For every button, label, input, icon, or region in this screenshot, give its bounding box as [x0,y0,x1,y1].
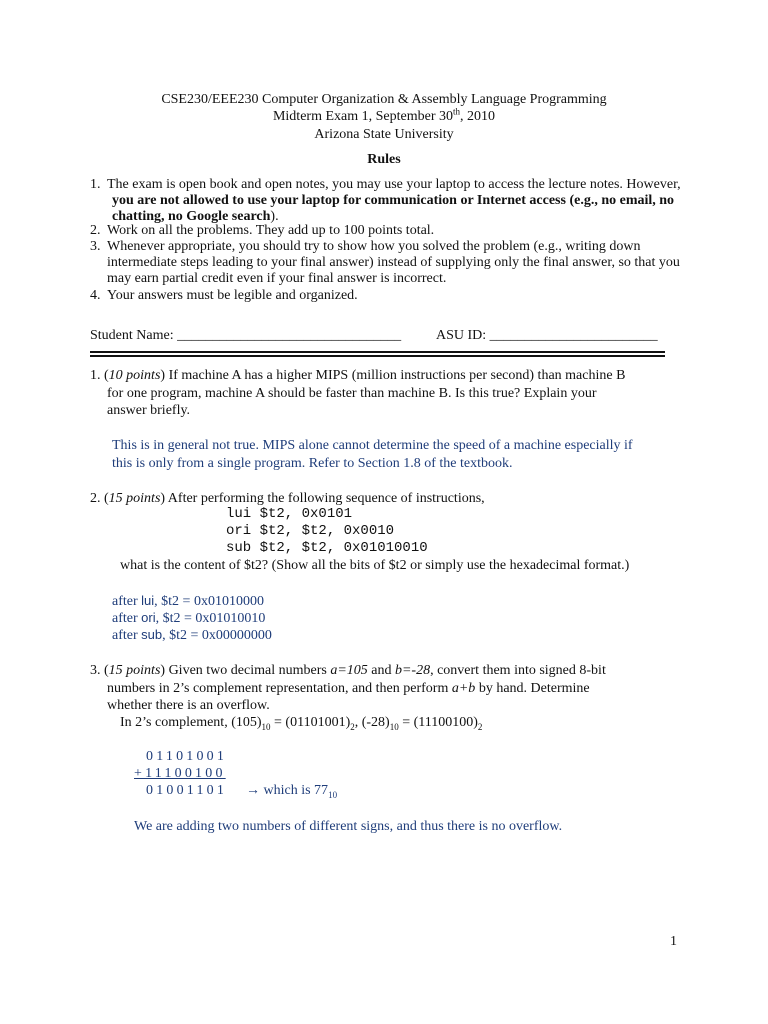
rule-2-text: Work on all the problems. They add up to 100 points total. [107,223,435,238]
q3-number: 3. ( [90,663,109,678]
rule-3-line-b: intermediate steps leading to your final answer) instead of supplying only the final answer, so that you [107,255,680,270]
q1-line-1 [90,367,625,384]
q2-answer-1 [112,592,264,610]
q3-conv-c: , (-28) [354,715,390,730]
exam-title [0,108,768,125]
q3-result-pre: → which is 77 [246,783,329,798]
q3-conclusion: We are adding two numbers of different signs, and thus there is no overflow. [134,819,563,834]
q1-answer-1: This is in general not true. MIPS alone cannot determine the speed of a machine especially if [112,438,633,453]
rule-1-line-b: you are not allowed to use your laptop for communication or Internet access (e.g., no email, no [112,193,675,208]
q3-text-2b: by hand. Determine [475,681,590,696]
q2-answer-1-pre: after [112,594,142,609]
q2-answer-1-post: , $t2 = 0x01010000 [154,594,264,609]
q2-answer-2-post: , $t2 = 0x01010010 [155,611,266,626]
rule-1-line-c-bold: chatting, no Google search [112,209,271,224]
q1-line-3: answer briefly. [107,403,191,418]
q3-sub-10b: 10 [389,721,399,732]
q1-number: 1. ( [90,368,109,383]
exam-title-pre: Midterm Exam 1, September 30 [272,109,453,124]
separator-bottom [90,355,665,357]
q2-answer-1-op: lui [141,593,155,608]
q3-conv-b: = (01101001) [270,715,351,730]
q2-answer-3-pre: after [112,628,142,643]
q2-answer-3-op: sub [141,627,163,642]
student-name-field: Student Name: ________________________________ [90,328,402,343]
q3-binary-operand-1: 01101001 [146,749,228,764]
q3-line-2 [107,680,590,697]
q3-points: 15 points [108,663,161,678]
rule-3-line-a: Whenever appropriate, you should try to show how you solved the problem (e.g., writing down [107,239,641,254]
asu-id-field: ASU ID: ________________________ [436,328,658,343]
separator-top [90,351,665,353]
q2-line-1 [90,490,485,507]
rule-3-number: 3. [90,239,101,254]
rule-3-line-c: may earn partial credit even if your final answer is incorrect. [107,271,447,286]
q3-conv-d: = (11100100) [398,715,478,730]
q2-code-1: lui $t2, 0x0101 [226,506,353,522]
q2-number: 2. ( [90,491,109,506]
q3-sub-10a: 10 [261,721,271,732]
q2-points: 15 points [108,491,161,506]
q2-text-1: ) After performing the following sequence of instructions, [160,491,485,506]
q3-and: and [367,663,395,678]
rule-1-line-c-end: ). [270,209,279,224]
q3-conversion [120,714,482,731]
q3-binary-sum: 01001101 [146,783,228,798]
rule-2-number: 2. [90,223,101,238]
page-number: 1 [670,934,677,949]
q3-line-3: whether there is an overflow. [107,698,270,713]
q2-answer-3 [112,626,272,644]
rule-4-text: Your answers must be legible and organized. [107,288,358,303]
rule-1-number: 1. [90,177,101,192]
q3-binary-operand-2: +11100100 [134,766,226,781]
exam-title-post: , 2010 [460,109,496,124]
q2-answer-2-pre: after [112,611,142,626]
q3-a-expr: a=105 [330,663,368,678]
q3-sub-2a: 2 [350,721,355,732]
q2-answer-3-post: , $t2 = 0x00000000 [162,628,272,643]
q1-points: 10 points [108,368,161,383]
q2-answer-2 [112,609,265,627]
q1-text-1: ) If machine A has a higher MIPS (million instructions per second) than machine B [160,368,626,383]
rules-title: Rules [367,152,401,167]
university: Arizona State University [314,127,454,142]
q3-apb: a+b [451,681,476,696]
q3-line-1 [90,662,606,679]
q3-conv-a: In 2’s complement, (105) [120,715,262,730]
q2-code-3: sub $t2, $t2, 0x01010010 [226,540,428,556]
rule-1-line-a: The exam is open book and open notes, you may use your laptop to access the lecture notes. However, [107,177,681,192]
q1-line-2: for one program, machine A should be faster than machine B. Is this true? Explain your [107,386,597,401]
q3-text-1a: ) Given two decimal numbers [160,663,331,678]
q3-result-sub: 10 [328,789,338,800]
q3-result [246,782,337,799]
q3-text-2a: numbers in 2’s complement representation, and then perform [107,681,452,696]
exam-title-sup: th [453,106,461,117]
course-title: CSE230/EEE230 Computer Organization & Assembly Language Programming [161,92,607,107]
q2-line-2: what is the content of $t2? (Show all the bits of $t2 or simply use the hexadecimal format.) [120,558,630,573]
q3-sub-2b: 2 [477,721,483,732]
q3-text-1b: , convert them into signed 8-bit [430,663,606,678]
rule-4-number: 4. [90,288,101,303]
q1-answer-2: this is only from a single program. Refer to Section 1.8 of the textbook. [112,456,513,471]
q3-b-expr: b=-28 [394,663,431,678]
q2-code-2: ori $t2, $t2, 0x0010 [226,523,395,539]
q2-answer-2-op: ori [141,610,156,625]
